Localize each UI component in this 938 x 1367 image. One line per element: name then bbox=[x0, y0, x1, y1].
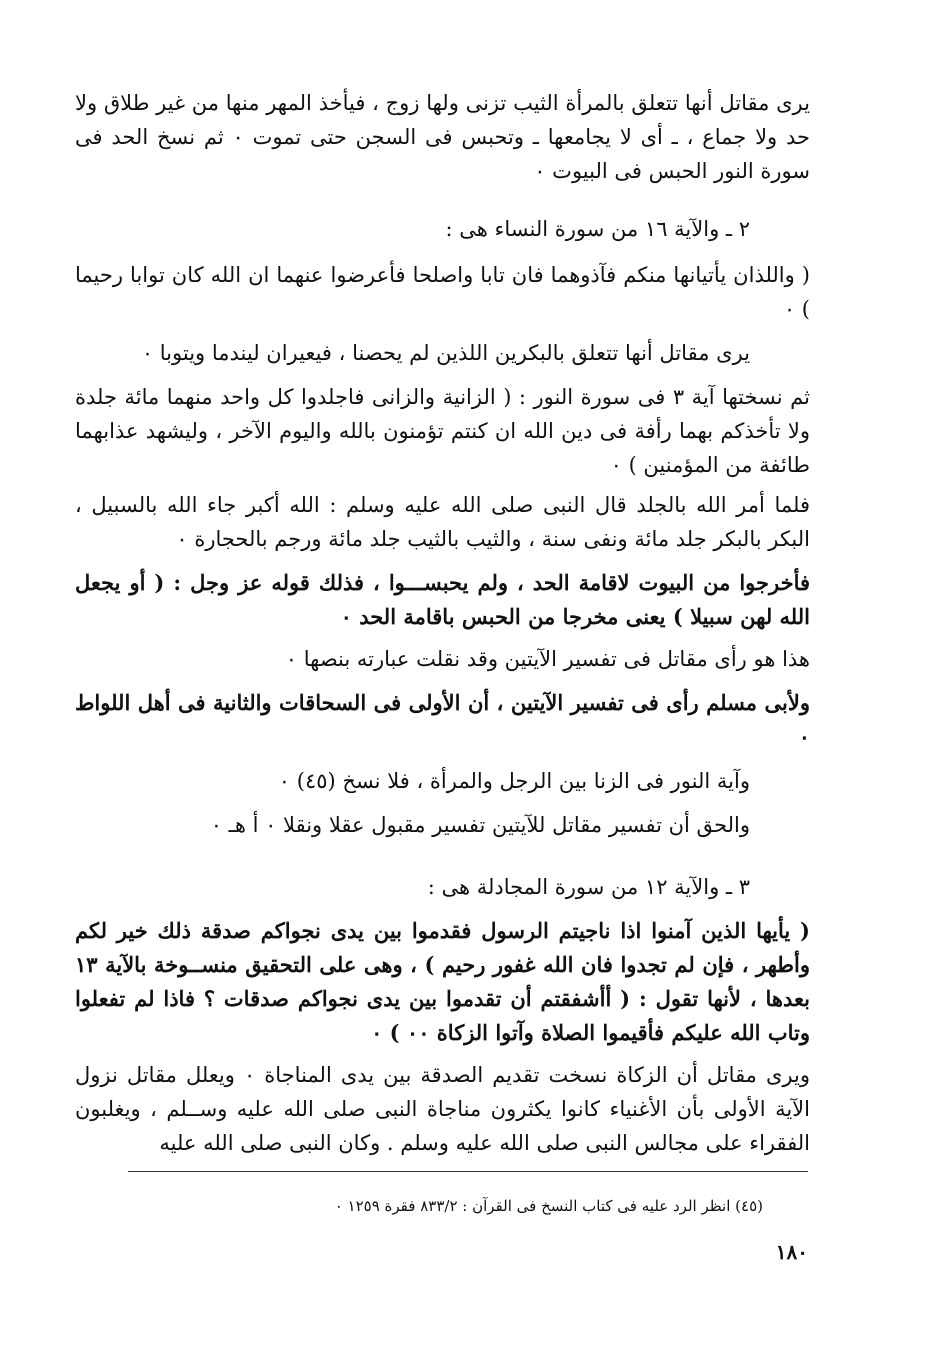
quote-verse-16: ( واللذان يأتيانها منكم فآذوهما فان تابا واصلحا فأعرضوا عنهما ان الله كان توابا رحيما ) ٠ bbox=[75, 263, 810, 321]
page-number: ١٨٠ bbox=[775, 1240, 808, 1264]
paragraph-zakat-najwa: ويرى مقاتل أن الزكاة نسخت تقديم الصدقة بين يدى المناجاة ٠ ويعلل مقاتل نزول الآية الأولى بأن الأغنياء كانوا يكثرون مناجاة النبى صلى الله عليه وســلم ، ويغلبون الفقراء على مجالس النبى صلى الله عليه وسلم . وكان النبى صلى الله عليه bbox=[75, 1063, 810, 1155]
paragraph-abu-muslim: ولأبى مسلم رأى فى تفسير الآيتين ، أن الأولى فى السحاقات والثانية فى أهل اللواط ٠ bbox=[75, 690, 810, 749]
quote-verse-12: ( يأيها الذين آمنوا اذا ناجيتم الرسول فقدموا بين يدى نجواكم صدقة ذلك خير لكم وأطهر ، فإن لم تجدوا فان الله غفور رحيم ) ، وهى على التحقيق منســوخة بالآية ١٣ بعدها ، لأنها تقول : ( أأشفقتم أن تقدموا بين يدى نجواكم صدقات ؟ فاذا لم تفعلوا وتاب الله عليكم فأقيموا الصلاة وآتوا الزكاة ٠٠ ) ٠ bbox=[75, 918, 810, 1045]
heading-verse-16-nisa: ٢ ـ والآية ١٦ من سورة النساء هى : bbox=[445, 217, 750, 241]
heading-verse-12-mujadala: ٣ ـ والآية ١٢ من سورة المجادلة هى : bbox=[427, 875, 750, 899]
paragraph-ayat-nur: وآية النور فى الزنا بين الرجل والمرأة ، فلا نسخ (٤٥) ٠ bbox=[278, 769, 750, 793]
footnote-divider bbox=[128, 1171, 808, 1172]
paragraph-hadith-jald: فلما أمر الله بالجلد قال النبى صلى الله عليه وسلم : الله أكبر جاء الله بالسبيل ، البكر بالبكر جلد مائة ونفى سنة ، والثيب بالثيب جلد مائة ورجم بالحجارة ٠ bbox=[75, 493, 810, 551]
paragraph-al-haqq: والحق أن تفسير مقاتل للآيتين تفسير مقبول عقلا ونقلا ٠ أ هـ ٠ bbox=[210, 813, 750, 837]
paragraph-bikrayn: يرى مقاتل أنها تتعلق بالبكرين اللذين لم يحصنا ، فيعيران ليندما ويتوبا ٠ bbox=[141, 341, 750, 365]
paragraph-muqatil-thayyib: يرى مقاتل أنها تتعلق بالمرأة الثيب تزنى ولها زوج ، فيأخذ المهر منها من غير طلاق ولا حد ولا جماع ، ـ أى لا يجامعها ـ وتحبس فى السجن حتى تموت ٠ ثم نسخ الحد فى سورة النور الحبس فى البيوت ٠ bbox=[75, 91, 811, 183]
footnote-45: (٤٥) انظر الرد عليه فى كتاب النسخ فى القرآن : ٨٣٣/٢ فقرة ١٢٥٩ ٠ bbox=[334, 1197, 763, 1215]
paragraph-sabil: فأخرجوا من البيوت لاقامة الحد ، ولم يحبســـوا ، فذلك قوله عز وجل : ( أو يجعل الله لهن سبيلا ) يعنى مخرجا من الحبس باقامة الحد ٠ bbox=[75, 570, 810, 629]
paragraph-abrogation-nur: ثم نسختها آية ٣ فى سورة النور : ( الزانية والزانى فاجلدوا كل واحد منهما مائة جلدة ولا تأخذكم بهما رأفة فى دين الله ان كنتم تؤمنون بالله واليوم الآخر ، وليشهد عذابهما طائفة من المؤمنين ) ٠ bbox=[75, 385, 810, 477]
paragraph-muqatil-opinion: هذا هو رأى مقاتل فى تفسير الآيتين وقد نقلت عبارته بنصها ٠ bbox=[285, 647, 810, 671]
